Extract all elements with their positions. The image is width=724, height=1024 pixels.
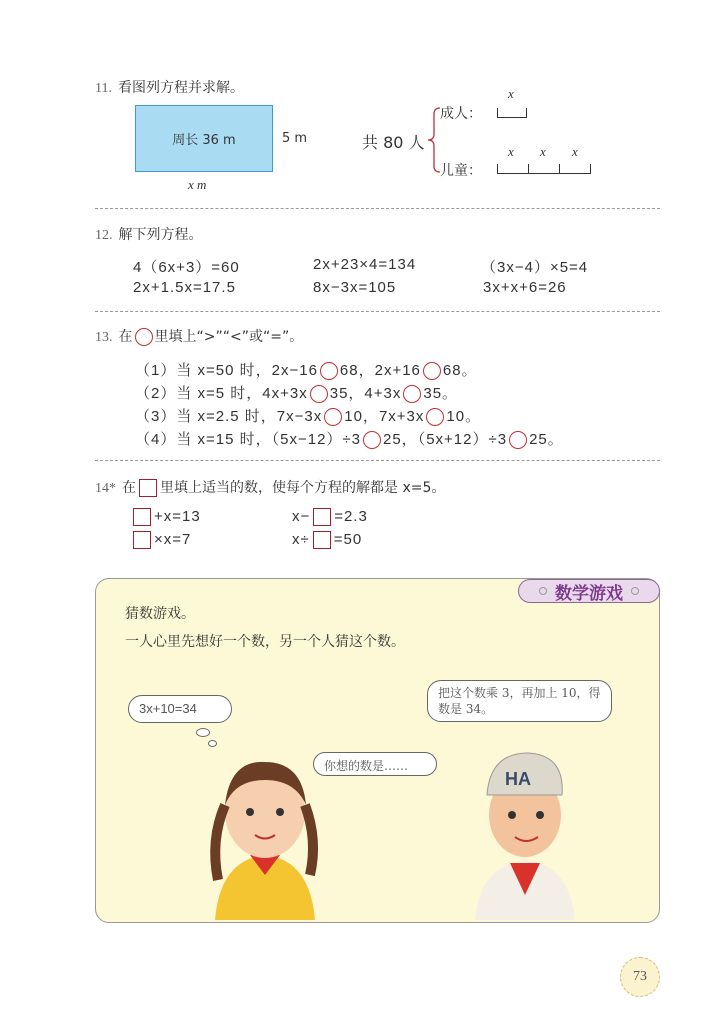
question-11-heading — [95, 77, 244, 97]
dot-icon — [631, 587, 639, 595]
value: 35， — [329, 385, 365, 402]
side-length-label: 5 m — [282, 131, 308, 146]
suffix: =2.3 — [334, 508, 368, 525]
expression: （5x+12）÷3 — [417, 431, 508, 448]
width-label: x m — [188, 177, 207, 192]
boy-speech-text: 把这个数乘 3，再加上 10，得数是 34。 — [438, 686, 601, 716]
girl-speech-text: 你想的数是…… — [324, 759, 409, 773]
question-number: 11. — [95, 81, 112, 96]
total-label: 共 80 人 — [362, 133, 425, 152]
question-number: 14* — [95, 481, 116, 496]
rectangle-diagram — [135, 105, 273, 172]
comparison-blank[interactable] — [403, 385, 421, 403]
thought-dot — [208, 740, 217, 747]
equation: （3x−4）×5=4 — [481, 259, 589, 276]
dot-icon — [539, 587, 547, 595]
question-13-heading — [95, 326, 303, 346]
question-number: 12. — [95, 228, 113, 243]
divider — [95, 208, 660, 209]
question-text: 在 — [118, 329, 133, 345]
equation: 3x+x+6=26 — [483, 279, 567, 296]
expression: 2x−16 — [271, 362, 318, 379]
prefix: x− — [292, 508, 311, 525]
value: 25。 — [529, 431, 564, 448]
square-blank-icon — [139, 479, 157, 497]
expression: 7x−3x — [276, 408, 323, 425]
expression: 4+3x — [364, 385, 402, 402]
question-text: 看图列方程并求解。 — [117, 80, 244, 96]
suffix: =50 — [333, 531, 363, 548]
child-label: 儿童： — [440, 163, 482, 179]
equation: 8x−3x=105 — [313, 279, 397, 296]
prefix: x÷ — [292, 531, 310, 548]
fill-equation — [130, 531, 191, 549]
comparison-blank[interactable] — [324, 408, 342, 426]
suffix: ×x=7 — [154, 531, 192, 548]
row-label: （4）当 x=15 时， — [135, 431, 272, 448]
cap-lettering: HA — [505, 769, 531, 789]
girl-illustration — [200, 750, 330, 922]
question-text: 在 — [122, 480, 136, 496]
comparison-row — [135, 405, 481, 426]
expression: 2x+16 — [374, 362, 421, 379]
value: 25， — [383, 431, 418, 448]
question-12-heading — [95, 224, 203, 244]
comparison-row — [135, 428, 564, 449]
child-segment — [559, 164, 591, 174]
child-segment — [528, 164, 560, 174]
variable-label: x — [508, 144, 514, 159]
equation: 2x+23×4=134 — [313, 256, 417, 273]
value: 68， — [339, 362, 375, 379]
adult-label: 成人： — [440, 106, 482, 122]
page-number-text: 73 — [633, 969, 647, 984]
perimeter-label: 周长 36 m — [172, 133, 236, 148]
girl-speech-bubble — [313, 752, 437, 776]
thought-dot — [196, 728, 210, 737]
comparison-blank[interactable] — [310, 385, 328, 403]
page-number — [620, 957, 660, 997]
value: 10。 — [446, 408, 482, 425]
thought-text: 3x+10=34 — [139, 701, 197, 716]
fill-equation — [292, 508, 368, 526]
question-14-heading — [95, 477, 445, 497]
answer-blank[interactable] — [313, 508, 331, 526]
answer-blank[interactable] — [313, 531, 331, 549]
tag-label: 数学游戏 — [555, 583, 623, 604]
row-label: （1）当 x=50 时， — [135, 362, 272, 379]
fill-equation — [130, 508, 201, 526]
divider — [95, 460, 660, 461]
answer-blank[interactable] — [133, 531, 151, 549]
comparison-blank[interactable] — [363, 431, 381, 449]
child-segment — [497, 164, 529, 174]
variable-label: x — [508, 86, 514, 101]
suffix: +x=13 — [154, 508, 201, 525]
boy-speech-bubble — [427, 680, 612, 722]
game-title: 猜数游戏。 — [125, 606, 195, 622]
thought-bubble — [128, 695, 232, 723]
boy-illustration — [450, 745, 590, 920]
question-number: 13. — [95, 330, 113, 345]
question-text: 解下列方程。 — [118, 227, 203, 243]
value: 35。 — [423, 385, 459, 402]
variable-label: x — [540, 144, 546, 159]
row-label: （3）当 x=2.5 时， — [135, 408, 277, 425]
expression: 4x+3x — [262, 385, 308, 402]
comparison-row — [135, 382, 458, 403]
fill-equation — [292, 531, 362, 549]
comparison-blank[interactable] — [509, 431, 527, 449]
value: 68。 — [442, 362, 478, 379]
variable-label: x — [572, 144, 578, 159]
question-text: 里填上“>”“<”或“=”。 — [154, 329, 304, 345]
math-game-tag — [518, 579, 660, 603]
comparison-blank[interactable] — [320, 362, 338, 380]
equation: 4（6x+3）=60 — [133, 259, 240, 276]
question-text: 里填上适当的数，使每个方程的解都是 x=5。 — [160, 480, 446, 496]
comparison-blank[interactable] — [426, 408, 444, 426]
row-label: （2）当 x=5 时， — [135, 385, 263, 402]
expression: （5x−12）÷3 — [271, 431, 361, 448]
game-description: 一人心里先想好一个数，另一个人猜这个数。 — [125, 634, 405, 650]
equation: 2x+1.5x=17.5 — [133, 279, 236, 296]
adult-segment — [497, 108, 527, 118]
divider — [95, 311, 660, 312]
expression: 7x+3x — [378, 408, 425, 425]
comparison-blank[interactable] — [423, 362, 441, 380]
circle-blank-icon — [135, 328, 153, 346]
comparison-row — [135, 359, 478, 380]
value: 10， — [344, 408, 379, 425]
answer-blank[interactable] — [133, 508, 151, 526]
